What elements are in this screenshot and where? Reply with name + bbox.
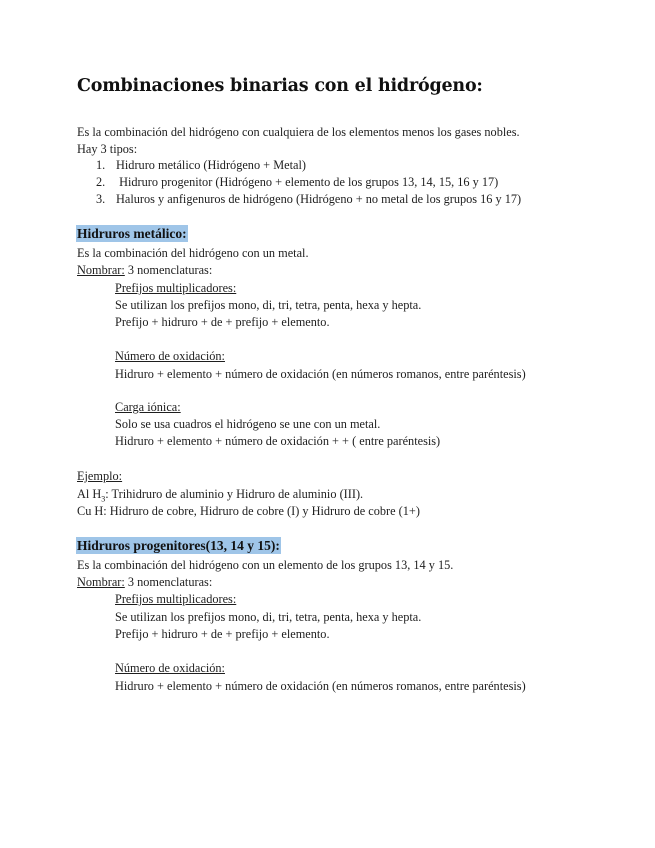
list-number: 3. [96,192,106,206]
list-number: 1. [96,158,106,172]
ejemplo-line [77,486,363,502]
ejemplo-formula: Al H [77,487,102,501]
ejemplo-line: Cu H: Hidruro de cobre, Hidruro de cobre (I) y Hidruro de cobre (1+) [77,504,420,518]
ejemplo-label: Ejemplo: [77,469,123,483]
intro-count: Hay 3 tipos: [77,142,138,156]
carga-formula: Hidruro + elemento + número de oxidación + + ( entre paréntesis) [115,434,441,448]
list-number: 2. [96,175,106,189]
list-text: Haluros y anfigenuros de hidrógeno (Hidrógeno + no metal de los grupos 16 y 17) [116,192,522,206]
nombrar-text: 3 nomenclaturas: [124,575,213,589]
carga-desc: Solo se usa cuadros el hidrógeno se une con un metal. [115,417,381,431]
section-heading-progenitores: Hidruros progenitores(13, 14 y 15): [77,538,280,553]
nombrar-text: 3 nomenclaturas: [124,263,213,277]
oxidacion-label: Número de oxidación: [115,661,225,675]
intro-line: Es la combinación del hidrógeno con cualquiera de los elementos menos los gases nobles. [77,125,520,139]
prefijos-desc: Se utilizan los prefijos mono, di, tri, tetra, penta, hexa y hepta. [115,298,422,312]
nombrar-line [77,262,212,278]
prefijos-label: Prefijos multiplicadores: [115,281,237,295]
nombrar-line [77,574,212,590]
carga-label: Carga iónica: [115,400,181,414]
list-text: Hidruro progenitor (Hidrógeno + elemento de los grupos 13, 14, 15, 16 y 17) [116,175,499,189]
prefijos-formula: Prefijo + hidruro + de + prefijo + elemento. [115,627,330,641]
section-description: Es la combinación del hidrógeno con un elemento de los grupos 13, 14 y 15. [77,558,454,572]
list-item [96,174,498,190]
oxidacion-label: Número de oxidación: [115,349,225,363]
section-heading-metalicos: Hidruros metálico: [77,226,187,241]
list-item [96,191,521,207]
oxidacion-formula: Hidruro + elemento + número de oxidación (en números romanos, entre paréntesis) [115,367,526,381]
nombrar-label: Nombrar: [77,263,125,277]
section-description: Es la combinación del hidrógeno con un metal. [77,246,309,260]
list-text: Hidruro metálico (Hidrógeno + Metal) [116,158,306,172]
prefijos-label: Prefijos multiplicadores: [115,592,237,606]
prefijos-desc: Se utilizan los prefijos mono, di, tri, tetra, penta, hexa y hepta. [115,610,422,624]
oxidacion-formula: Hidruro + elemento + número de oxidación (en números romanos, entre paréntesis) [115,679,526,693]
ejemplo-text: : Trihidruro de aluminio y Hidruro de aluminio (III). [105,487,364,501]
page-title: Combinaciones binarias con el hidrógeno: [77,76,483,96]
subscript: 3 [101,494,106,504]
nombrar-label: Nombrar: [77,575,125,589]
list-item [96,157,306,173]
prefijos-formula: Prefijo + hidruro + de + prefijo + elemento. [115,315,330,329]
